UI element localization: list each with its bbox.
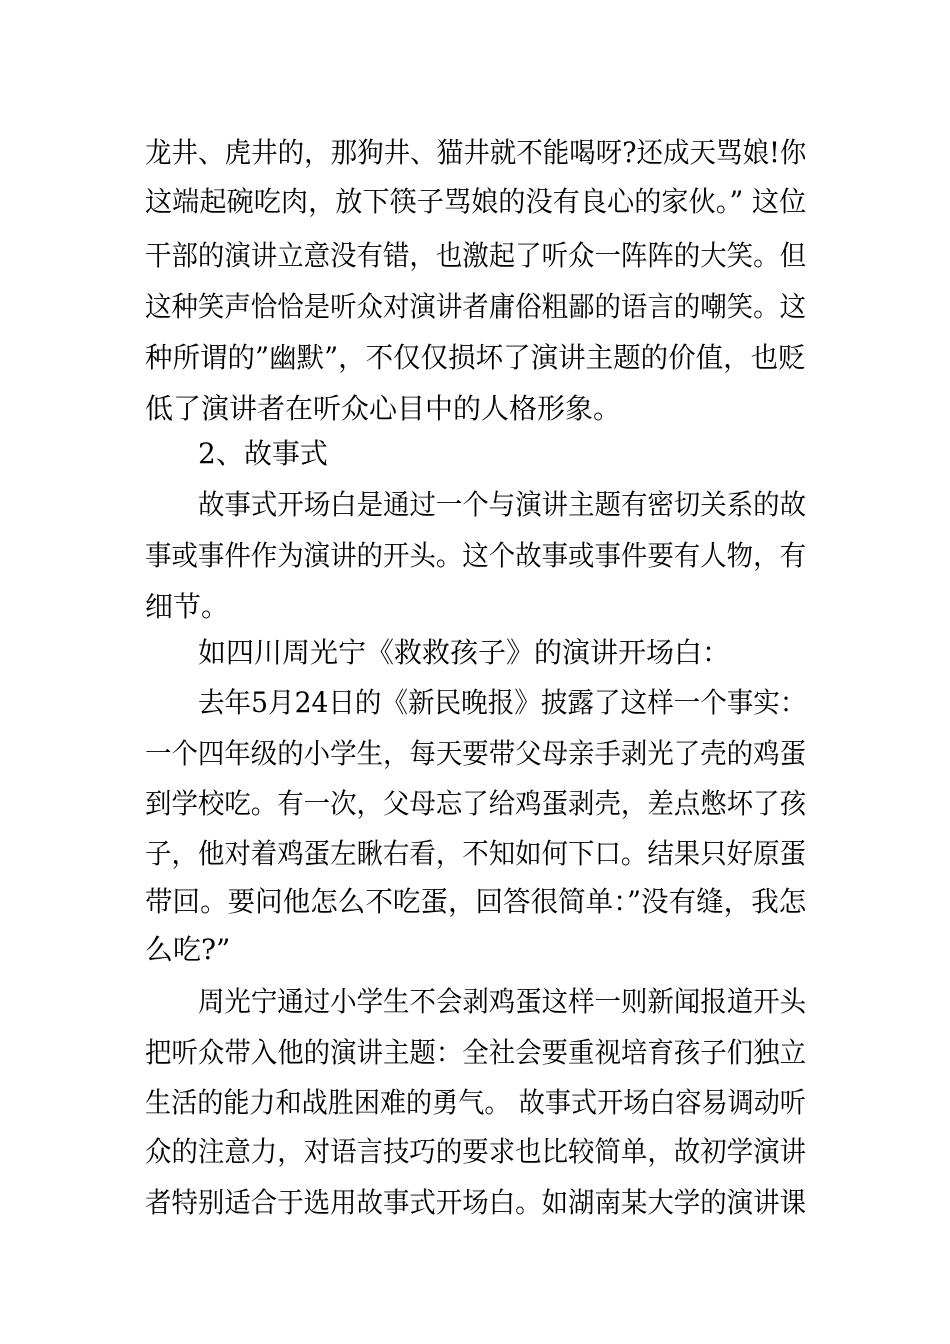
text-line: 带回。要问他怎么不吃蛋，回答很简单：”没有缝，我怎: [145, 885, 807, 918]
text-line: 周光宁通过小学生不会剥鸡蛋这样一则新闻报道开头: [198, 985, 807, 1018]
text-line: 这种笑声恰恰是听众对演讲者庸俗粗鄙的语言的嘲笑。这: [145, 290, 807, 323]
text-line: 子，他对着鸡蛋左瞅右看，不知如何下口。结果只好原蛋: [145, 837, 807, 870]
text-line: 么吃?”: [145, 933, 231, 966]
text-line: 干部的演讲立意没有错，也激起了听众一阵阵的大笑。但: [145, 239, 807, 272]
text-line: 细节。: [145, 590, 230, 623]
text-line: 到学校吃。有一次，父母忘了给鸡蛋剥壳，差点憋坏了孩: [145, 787, 807, 820]
text-line: 者特别适合于选用故事式开场白。如湖南某大学的演讲课: [145, 1186, 807, 1219]
section-heading: 2、故事式: [198, 437, 328, 470]
text-line: 低了演讲者在听众心目中的人格形象。: [145, 392, 622, 425]
text-line: 种所谓的”幽默”，不仅仅损坏了演讲主题的价值，也贬: [145, 341, 806, 374]
text-line: 去年5月24日的《新民晚报》披露了这样一个事实：: [198, 686, 807, 719]
text-line: 一个四年级的小学生，每天要带父母亲手剥光了壳的鸡蛋: [145, 737, 807, 770]
text-line: 事或事件作为演讲的开头。这个故事或事件要有人物，有: [145, 539, 807, 572]
text-line: 生活的能力和战胜困难的勇气。 故事式开场白容易调动听: [145, 1086, 806, 1119]
text-line: 这端起碗吃肉，放下筷子骂娘的没有良心的家伙。” 这位: [145, 185, 807, 218]
text-line: 龙井、虎井的，那狗井、猫井就不能喝呀?还成天骂娘!你: [145, 136, 807, 169]
text-line: 把听众带入他的演讲主题：全社会要重视培育孩子们独立: [145, 1036, 807, 1069]
text-line: 如四川周光宁《救救孩子》的演讲开场白：: [198, 636, 731, 669]
text-line: 众的注意力，对语言技巧的要求也比较简单，故初学演讲: [145, 1135, 807, 1168]
text-line: 故事式开场白是通过一个与演讲主题有密切关系的故: [198, 488, 807, 521]
